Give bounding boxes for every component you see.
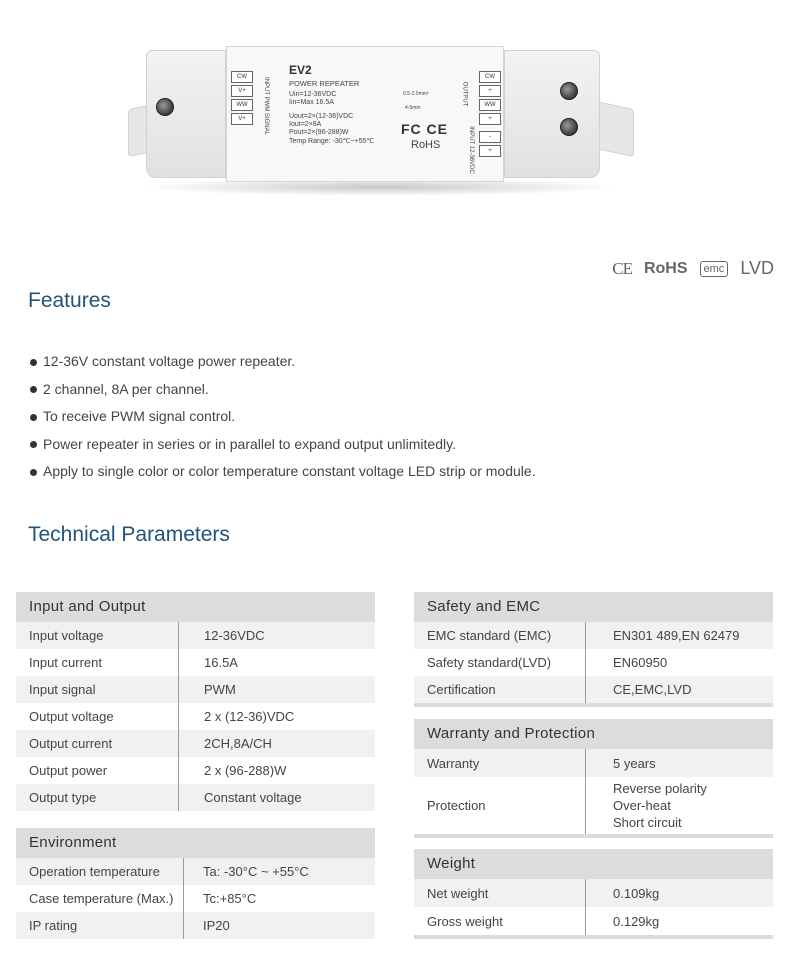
table-row <box>414 907 773 935</box>
bullet-icon <box>30 469 37 476</box>
table-row <box>16 885 375 912</box>
label-name: POWER REPEATER <box>289 79 360 88</box>
feature-text: 12-36V constant voltage power repeater. <box>43 353 296 370</box>
power-input-label: INPUT 12-36VDC <box>467 126 474 174</box>
label-rohs-mark: RoHS <box>411 139 441 151</box>
feature-text: Apply to single color or color temperature constant voltage LED strip or module. <box>43 463 536 480</box>
table-row <box>16 703 375 730</box>
label-spec-iin: Iin=Max 16.5A <box>289 99 334 106</box>
bullet-icon <box>30 386 37 393</box>
product-image <box>120 40 640 200</box>
param-label: Protection <box>414 777 586 834</box>
mounting-screw-left <box>156 98 174 116</box>
param-label: Input current <box>16 649 179 676</box>
output-terminal-ww: WW <box>479 99 501 111</box>
features-list <box>30 348 536 486</box>
label-fc-ce-mark: FC CE <box>401 121 448 137</box>
housing-right <box>504 50 600 178</box>
param-value: Tc:+85°C <box>203 891 257 906</box>
table-row <box>414 879 773 907</box>
terminal-screw-top <box>560 82 578 100</box>
table-row <box>16 622 375 649</box>
param-value: 0.109kg <box>613 885 660 901</box>
protection-values <box>586 777 707 834</box>
table-row <box>16 858 375 885</box>
table-row <box>414 676 773 703</box>
label-spec-uout: Uout=2×(12-36)VDC <box>289 113 354 120</box>
label-spec-iout: Iout=2×8A <box>289 121 322 128</box>
feature-item <box>30 348 536 376</box>
warranty-header: Warranty and Protection <box>414 719 773 749</box>
label-spec-pout: Pout=2×(96-288)W <box>289 129 349 136</box>
param-label: Input signal <box>16 676 179 703</box>
output-terminal-plus1: + <box>479 85 501 97</box>
table-row <box>16 784 375 811</box>
safety-emc-table <box>414 592 773 707</box>
ce-icon: CE <box>612 258 632 278</box>
safety-emc-header: Safety and EMC <box>414 592 773 622</box>
output-terminal-plus2: + <box>479 113 501 125</box>
param-value: CE,EMC,LVD <box>613 682 692 697</box>
lvd-icon: LVD <box>740 258 774 278</box>
feature-item <box>30 431 536 459</box>
input-terminal-cw: CW <box>231 71 253 83</box>
table-row <box>414 622 773 649</box>
table-row <box>414 649 773 676</box>
param-value: Constant voltage <box>204 790 302 805</box>
param-label: Case temperature (Max.) <box>16 885 184 912</box>
bullet-icon <box>30 414 37 421</box>
features-title: Features <box>28 289 111 312</box>
warranty-table <box>414 719 773 838</box>
param-label: Safety standard(LVD) <box>414 649 586 676</box>
bullet-icon <box>30 441 37 448</box>
environment-header: Environment <box>16 828 375 858</box>
input-terminal-ww: WW <box>231 99 253 111</box>
feature-text: 2 channel, 8A per channel. <box>43 380 209 397</box>
terminal-screw-bottom <box>560 118 578 136</box>
table-row <box>16 757 375 784</box>
param-value: EN60950 <box>613 655 668 670</box>
label-spec-uin: Uin=12-36VDC <box>289 91 337 98</box>
param-value: Short circuit <box>613 815 682 830</box>
param-label: Output type <box>16 784 179 811</box>
param-value: Over-heat <box>613 798 671 813</box>
param-value: Reverse polarity <box>613 781 707 796</box>
table-row <box>16 676 375 703</box>
power-terminal-plus: + <box>479 145 501 157</box>
param-value: IP20 <box>203 918 230 933</box>
input-signal-label: INPUT PWM SIGNAL <box>262 77 269 135</box>
param-value: Ta: -30°C ~ +55°C <box>203 864 309 879</box>
param-label: Operation temperature <box>16 858 184 885</box>
param-label: Warranty <box>414 749 586 777</box>
output-terminal-cw: CW <box>479 71 501 83</box>
param-label: Input voltage <box>16 622 179 649</box>
param-label: EMC standard (EMC) <box>414 622 586 649</box>
feature-item <box>30 376 536 404</box>
param-label: Output voltage <box>16 703 179 730</box>
feature-item <box>30 458 536 486</box>
param-value: 2 x (12-36)VDC <box>204 709 295 724</box>
input-terminal-v2: V+ <box>231 113 253 125</box>
weight-table <box>414 849 773 939</box>
param-label: Net weight <box>414 879 586 907</box>
label-model: EV2 <box>289 63 312 77</box>
table-row <box>16 649 375 676</box>
bullet-icon <box>30 359 37 366</box>
param-label: Gross weight <box>414 907 586 935</box>
param-value: 5 years <box>613 755 656 771</box>
product-label <box>226 46 504 182</box>
feature-text: To receive PWM signal control. <box>43 408 236 425</box>
output-label: OUTPUT <box>461 81 468 107</box>
table-row <box>16 730 375 757</box>
param-value: 2CH,8A/CH <box>204 736 272 751</box>
feature-text: Power repeater in series or in parallel to expand output unlimitedly. <box>43 435 456 452</box>
param-label: Output power <box>16 757 179 784</box>
table-row <box>414 777 773 834</box>
environment-table <box>16 828 375 939</box>
param-value: 0.129kg <box>613 913 660 929</box>
input-terminal-v1: V+ <box>231 85 253 97</box>
param-value: 12-36VDC <box>204 628 265 643</box>
label-strip-length: 4-5mm <box>405 105 421 111</box>
table-bottom-border <box>414 703 773 707</box>
technical-title: Technical Parameters <box>28 523 230 546</box>
table-bottom-border <box>414 935 773 939</box>
feature-item <box>30 403 536 431</box>
housing-left <box>146 50 226 178</box>
weight-header: Weight <box>414 849 773 879</box>
certification-marks <box>612 258 774 279</box>
table-row <box>414 749 773 777</box>
param-value: 16.5A <box>204 655 238 670</box>
emc-icon: emc <box>700 261 729 277</box>
param-value: PWM <box>204 682 236 697</box>
input-output-header: Input and Output <box>16 592 375 622</box>
param-value: 2 x (96-288)W <box>204 763 287 778</box>
param-label: Certification <box>414 676 586 703</box>
power-terminal-minus: - <box>479 131 501 143</box>
table-bottom-border <box>414 834 773 838</box>
table-row <box>16 912 375 939</box>
param-value: EN301 489,EN 62479 <box>613 628 740 643</box>
label-spec-temp: Temp Range: -30℃~+55℃ <box>289 138 375 145</box>
label-wire-gauge: 0.5-2.0mm² <box>403 91 429 97</box>
param-label: Output current <box>16 730 179 757</box>
param-label: IP rating <box>16 912 184 939</box>
rohs-icon: RoHS <box>643 259 688 277</box>
input-output-table <box>16 592 375 811</box>
